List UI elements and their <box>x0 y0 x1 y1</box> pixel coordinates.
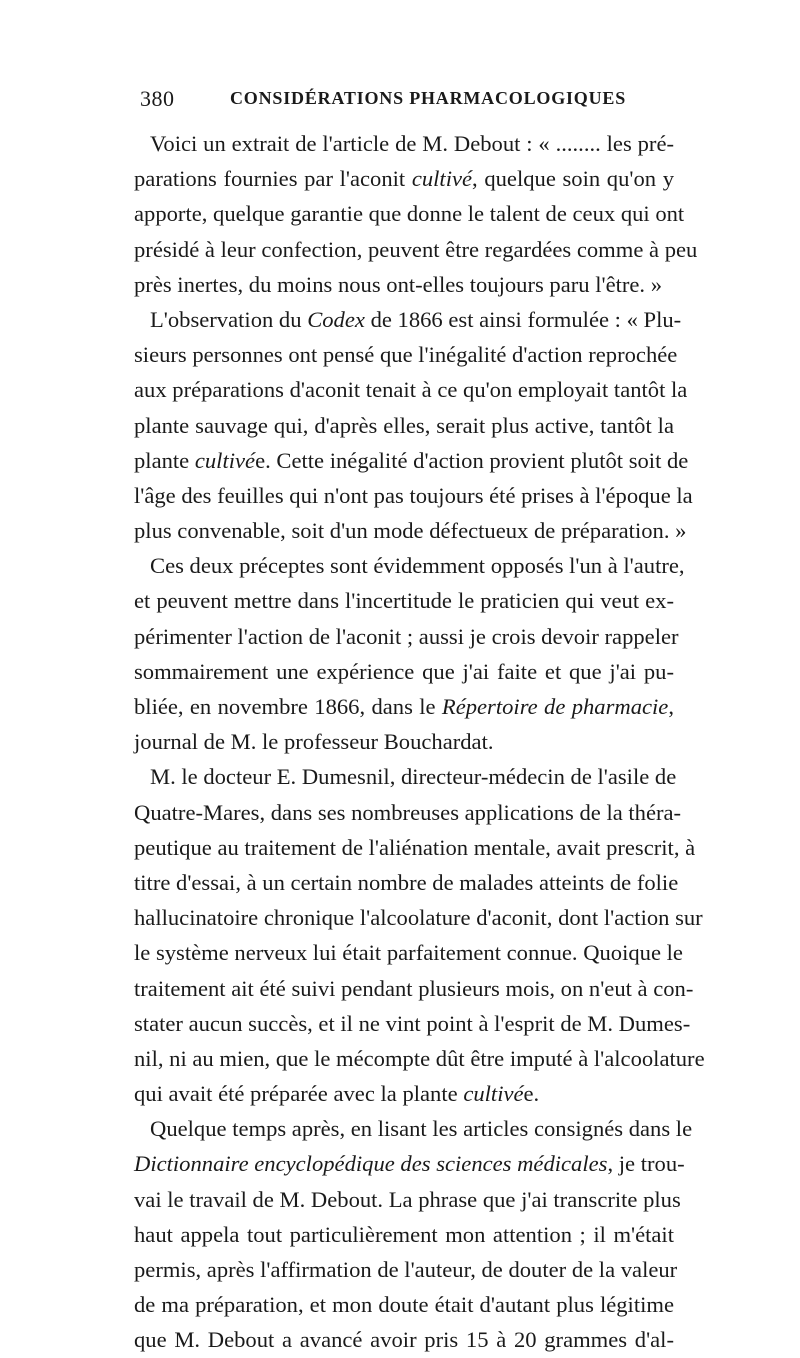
text-line: Voici un extrait de l'article de M. Debout : « ........ les pré- <box>150 131 674 156</box>
text-line: haut appela tout particulièrement mon attention ; il m'était <box>134 1221 674 1247</box>
text-line: vai le travail de M. Debout. La phrase que j'ai transcrite plus <box>134 1186 681 1212</box>
text-line: que M. Debout a avancé avoir pris 15 à 20 grammes d'al- <box>134 1327 674 1353</box>
text-line: traitement ait été suivi pendant plusieurs mois, on n'eut à con- <box>134 975 694 1001</box>
text-line: titre d'essai, à un certain nombre de malades atteints de folie <box>134 869 679 895</box>
text-line: apporte, quelque garantie que donne le talent de ceux qui ont <box>134 201 685 227</box>
text-line: bliée, en novembre 1866, dans le Répertoire de pharmacie, <box>134 694 674 719</box>
text-line: de ma préparation, et mon doute était d'autant plus légitime <box>134 1292 674 1318</box>
text-line: Dictionnaire encyclopédique des sciences médicales, je trou- <box>134 1151 685 1177</box>
text-line: plante cultivée. Cette inégalité d'action provient plutôt soit de <box>134 447 689 473</box>
text-line: présidé à leur confection, peuvent être regardées comme à peu <box>134 236 698 262</box>
text-line: le système nerveux lui était parfaitement connue. Quoique le <box>134 940 683 966</box>
text-line: Ces deux préceptes sont évidemment opposés l'un à l'autre, <box>150 553 685 579</box>
text-line: parations fournies par l'aconit cultivé, quelque soin qu'on y <box>134 166 674 192</box>
text-line: Quatre-Mares, dans ses nombreuses applications de la théra- <box>134 799 682 825</box>
text-line: aux préparations d'aconit tenait à ce qu'on employait tantôt la <box>134 377 688 403</box>
text-line: plante sauvage qui, d'après elles, serait plus active, tantôt la <box>134 412 674 438</box>
text-line: sommairement une expérience que j'ai faite et que j'ai pu- <box>134 658 674 684</box>
page-number: 380 <box>140 86 175 111</box>
text-line: périmenter l'action de l'aconit ; aussi je crois devoir rappeler <box>134 623 679 649</box>
running-title: CONSIDÉRATIONS PHARMACOLOGIQUES <box>230 88 627 108</box>
text-line: stater aucun succès, et il ne vint point à l'esprit de M. Dumes- <box>134 1010 691 1036</box>
text-line: plus convenable, soit d'un mode défectueux de préparation. » <box>134 518 687 544</box>
text-line: qui avait été préparée avec la plante cultivée. <box>134 1081 540 1107</box>
text-line: Quelque temps après, en lisant les articles consignés dans le <box>150 1116 693 1142</box>
running-head <box>140 86 680 116</box>
text-line: l'âge des feuilles qui n'ont pas toujours été prises à l'époque la <box>134 482 693 508</box>
text-line: L'observation du Codex de 1866 est ainsi formulée : « Plu- <box>150 306 682 332</box>
text-line: et peuvent mettre dans l'incertitude le praticien qui veut ex- <box>134 588 674 614</box>
text-line: permis, après l'affirmation de l'auteur, de douter de la valeur <box>134 1257 678 1282</box>
text-line: peutique au traitement de l'aliénation mentale, avait prescrit, à <box>134 834 696 860</box>
text-line: hallucinatoire chronique l'alcoolature d'aconit, dont l'action sur <box>134 905 703 931</box>
text-line: journal de M. le professeur Bouchardat. <box>134 729 494 755</box>
body-text <box>134 126 705 1358</box>
text-line: M. le docteur E. Dumesnil, directeur-médecin de l'asile de <box>150 764 677 790</box>
text-line: sieurs personnes ont pensé que l'inégalité d'action reprochée <box>134 342 678 368</box>
text-line: nil, ni au mien, que le mécompte dût être imputé à l'alcoolature <box>134 1045 705 1071</box>
text-line: près inertes, du moins nous ont-elles toujours paru l'être. » <box>134 271 663 297</box>
